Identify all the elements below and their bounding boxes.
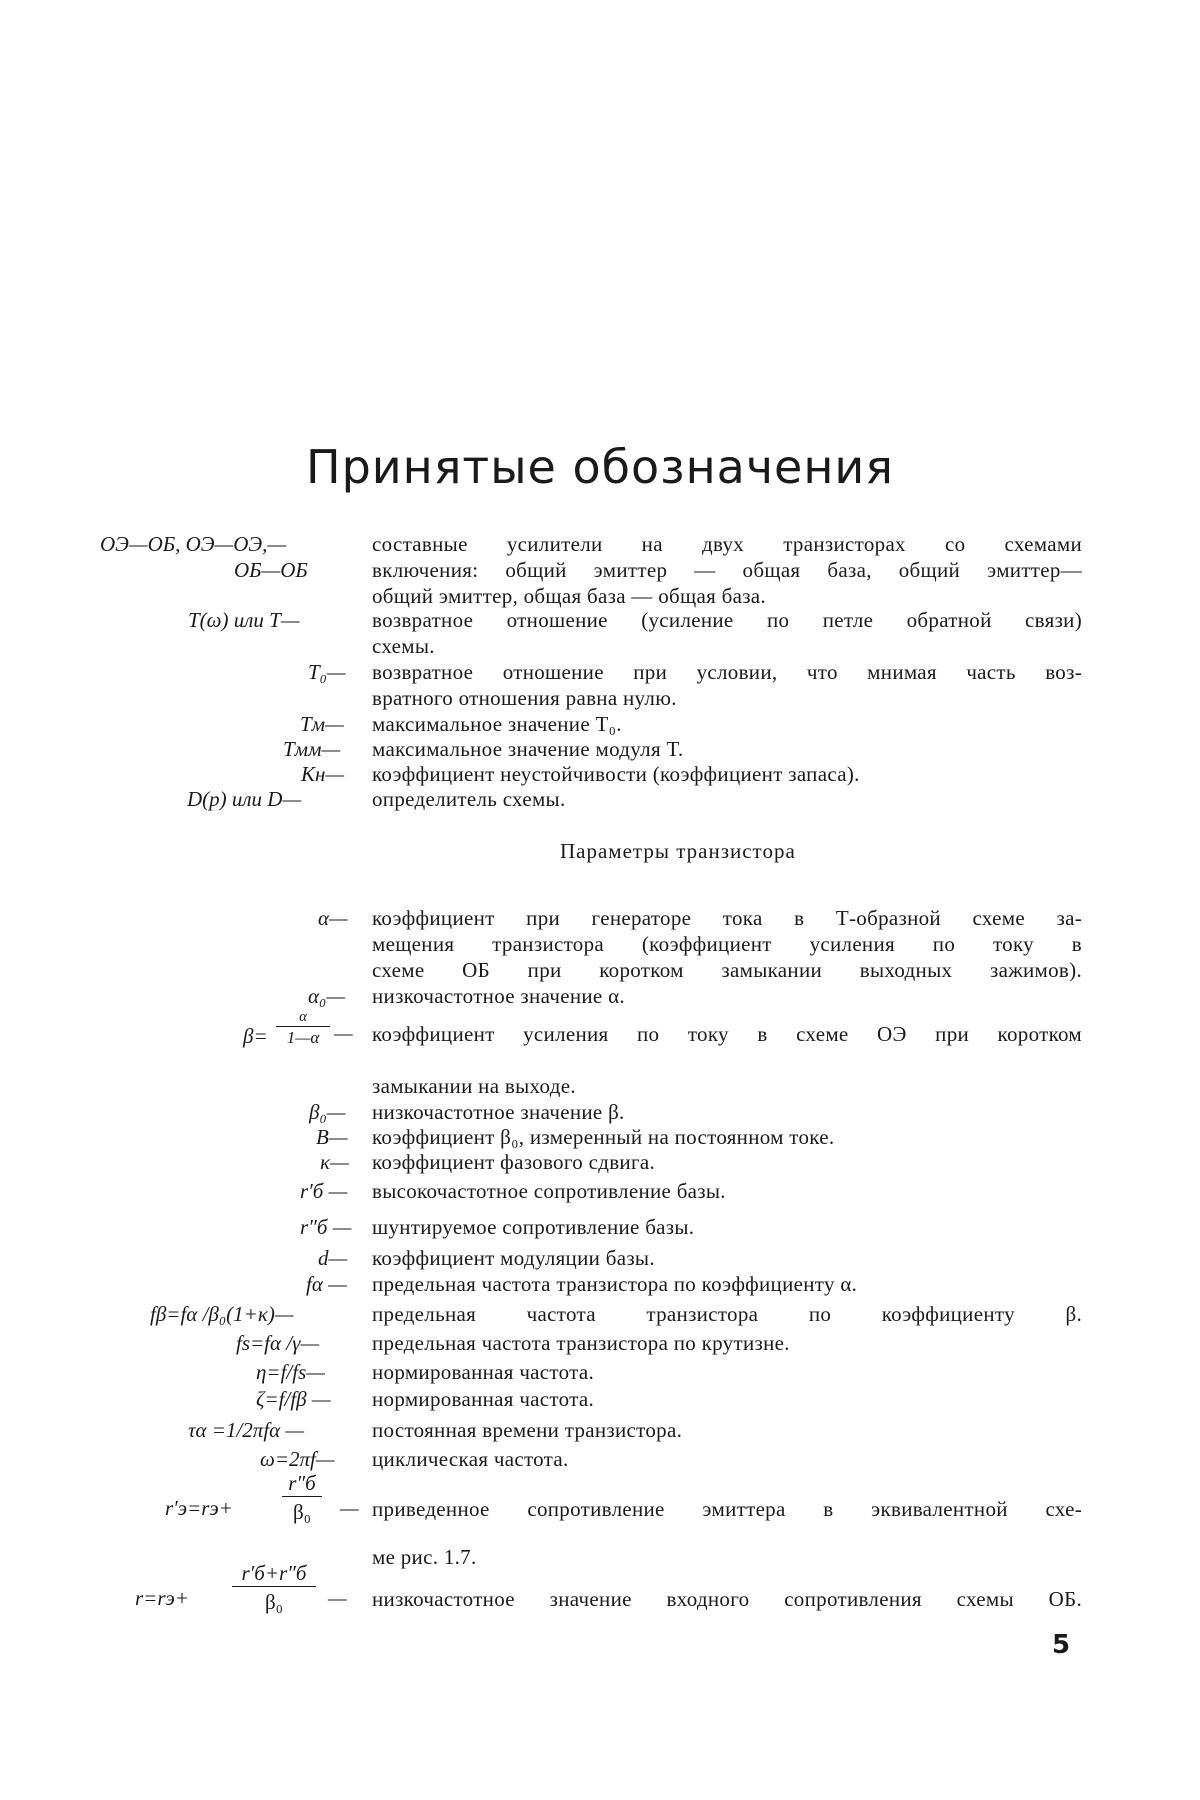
term-b: B—	[316, 1125, 348, 1149]
description-line: включения: общий эмиттер — общая база, общий эмиттер—	[372, 558, 1082, 582]
term-r-input-fraction	[232, 1560, 316, 1617]
description-line: ме рис. 1.7.	[372, 1545, 477, 1569]
term-zeta: ζ=f/fβ —	[256, 1387, 331, 1411]
description-line: возвратное отношение при условии, что мнимая часть воз-	[372, 660, 1082, 684]
description-line: максимальное значение модуля T.	[372, 737, 684, 761]
page-number: 5	[1052, 1630, 1071, 1660]
description-line: мещения транзистора (коэффициент усиления по току в	[372, 932, 1082, 956]
description-line: предельная частота транзистора по крутизне.	[372, 1331, 790, 1355]
term-re-prime-dash: —	[340, 1496, 359, 1520]
description-line: определитель схемы.	[372, 787, 566, 811]
description-line: коэффициент при генераторе тока в Т-образной схеме за-	[372, 906, 1082, 930]
description-line: высокочастотное сопротивление базы.	[372, 1179, 726, 1203]
term-eta: η=f/fs—	[256, 1360, 325, 1384]
term-tmm: Tмм—	[283, 737, 341, 761]
description-line: предельная частота транзистора по коэффициенту α.	[372, 1272, 858, 1296]
term-beta-prefix: β=	[243, 1024, 268, 1048]
term-rb-prime: r′б —	[300, 1179, 348, 1203]
section-subheading: Параметры транзистора	[560, 839, 796, 863]
fraction-denominator: 1—α	[276, 1026, 330, 1049]
term-compound-amplifiers: ОЭ—ОБ, ОЭ—ОЭ,—	[100, 532, 287, 556]
term-return-ratio: T(ω) или T—	[188, 608, 300, 632]
term-re-prime-fraction	[282, 1470, 322, 1527]
description-line: низкочастотное значение входного сопротивления схемы ОБ.	[372, 1587, 1082, 1611]
term-omega: ω=2πf—	[260, 1447, 335, 1471]
fraction-numerator: r″б	[288, 1471, 316, 1495]
description-line: низкочастотное значение α.	[372, 984, 625, 1008]
page-title: Принятые обозначения	[306, 440, 894, 494]
description-line: коэффициент фазового сдвига.	[372, 1150, 656, 1174]
term-f-beta: fβ=fα /β₀(1+κ)—	[150, 1302, 294, 1326]
term-f-s: fs=fα /γ—	[236, 1331, 320, 1355]
term-r-input-prefix: r=rэ+	[135, 1586, 189, 1610]
description-line: шунтируемое сопротивление базы.	[372, 1215, 695, 1239]
term-r-input-dash: —	[328, 1586, 347, 1610]
description-line: приведенное сопротивление эмиттера в эквивалентной схе-	[372, 1497, 1082, 1521]
term-t0: T₀—	[308, 660, 346, 684]
term-alpha0: α₀—	[308, 984, 345, 1008]
term-re-prime-prefix: r′э=rэ+	[165, 1496, 233, 1520]
term-beta-fraction	[276, 1008, 330, 1049]
term-alpha: α—	[318, 906, 348, 930]
description-line: циклическая частота.	[372, 1447, 569, 1471]
fraction-denominator: β₀	[232, 1586, 316, 1617]
description-line: общий эмиттер, общая база — общая база.	[372, 584, 766, 608]
description-line: предельная частота транзистора по коэффициенту β.	[372, 1302, 1082, 1326]
fraction-numerator: r′б+r″б	[241, 1561, 307, 1585]
description-line: нормированная частота.	[372, 1360, 595, 1384]
description-line: возвратное отношение (усиление по петле обратной связи)	[372, 608, 1082, 632]
term-beta-dash: —	[334, 1021, 353, 1045]
description-line: максимальное значение T₀.	[372, 712, 622, 736]
description-line: постоянная времени транзистора.	[372, 1418, 683, 1442]
fraction-numerator: α	[299, 1009, 307, 1025]
term-tm: Tм—	[300, 712, 344, 736]
description-line: нормированная частота.	[372, 1387, 595, 1411]
term-rb-double-prime: r″б —	[300, 1215, 352, 1239]
description-line: коэффициент усиления по току в схеме ОЭ при коротком	[372, 1022, 1082, 1046]
term-f-alpha: fα —	[306, 1272, 347, 1296]
description-line: коэффициент неустойчивости (коэффициент запаса).	[372, 762, 860, 786]
description-line: схеме ОБ при коротком замыкании выходных зажимов).	[372, 958, 1082, 982]
term-determinant: D(p) или D—	[187, 787, 302, 811]
term-compound-amplifiers-line2: ОБ—ОБ	[234, 558, 308, 582]
term-d: d—	[318, 1246, 348, 1270]
description-line: коэффициент β₀, измеренный на постоянном токе.	[372, 1125, 835, 1149]
term-tau-alpha: τα =1/2πfα —	[188, 1418, 305, 1442]
description-line: составные усилители на двух транзисторах со схемами	[372, 532, 1082, 556]
description-line: замыкании на выходе.	[372, 1074, 576, 1098]
description-line: коэффициент модуляции базы.	[372, 1246, 655, 1270]
description-line: вратного отношения равна нулю.	[372, 686, 677, 710]
description-line: низкочастотное значение β.	[372, 1100, 625, 1124]
description-line: схемы.	[372, 634, 435, 658]
term-kn: Kн—	[301, 762, 345, 786]
fraction-denominator: β₀	[282, 1496, 322, 1527]
term-kappa: κ—	[320, 1150, 349, 1174]
term-beta0: β₀—	[309, 1100, 346, 1124]
